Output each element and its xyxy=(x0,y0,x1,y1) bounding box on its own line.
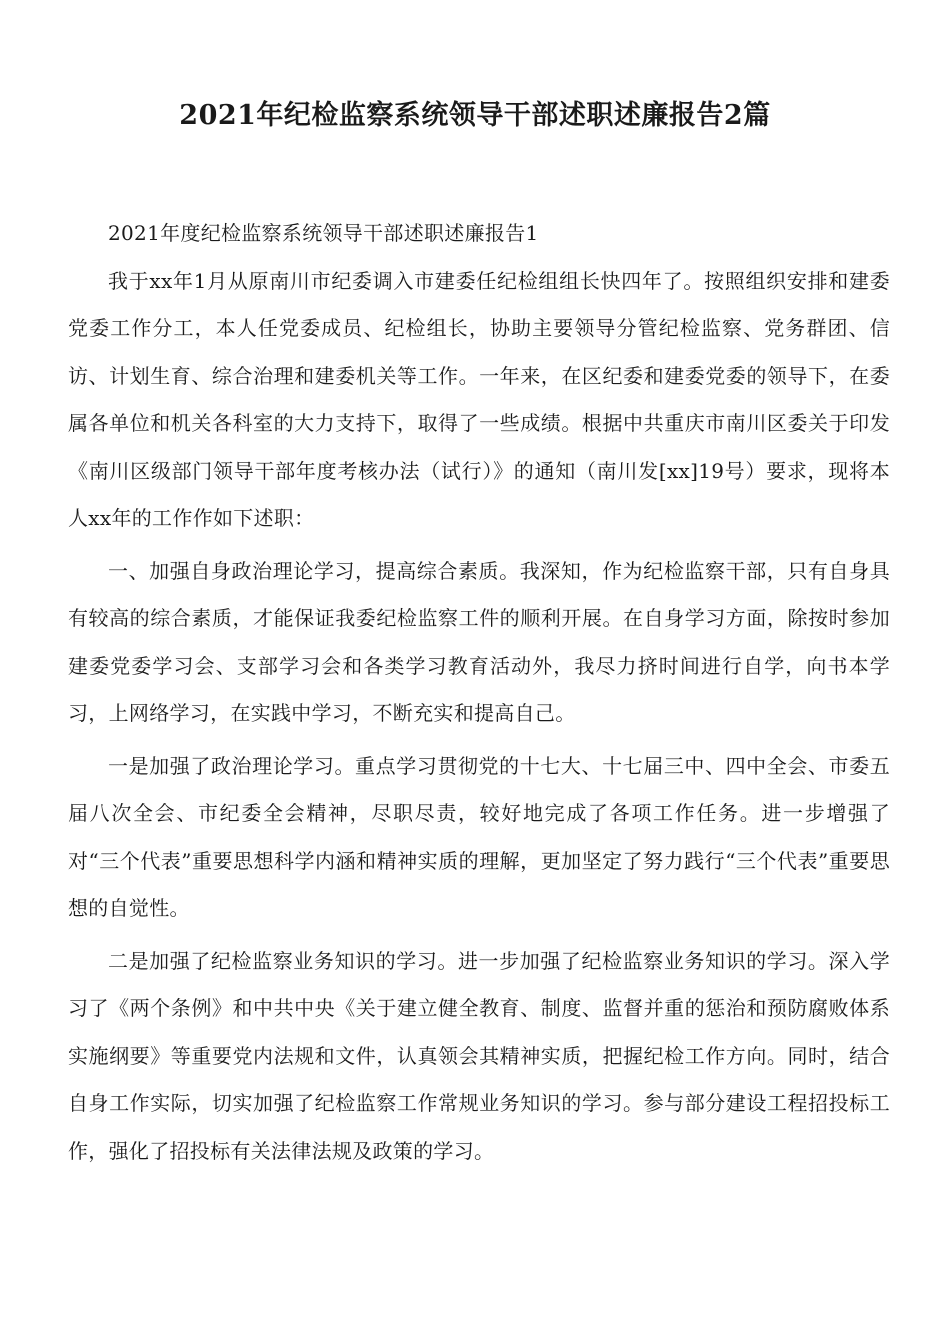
report-subtitle: 2021年度纪检监察系统领导干部述职述廉报告1 xyxy=(108,221,539,245)
document-title: 2021年纪检监察系统领导干部述职述廉报告2篇 xyxy=(179,100,771,131)
paragraph-point-two: 二是加强了纪检监察业务知识的学习。进一步加强了纪检监察业务知识的学习。深入学习了《两个条例》和中共中央《关于建立健全教育、制度、监督并重的惩治和预防腐败体系实施纲要》等重要党内法规和文件，认真领会其精神实质，把握纪检工作方向。同时，结合自身工作实际，切实加强了纪检监察工作常规业务知识的学习。参与部分建设工程招投标工作，强化了招投标有关法律法规及政策的学习。 xyxy=(68,948,890,1163)
document-body xyxy=(68,210,890,1175)
paragraph-intro: 我于xx年1月从原南川市纪委调入市建委任纪检组组长快四年了。按照组织安排和建委党委工作分工，本人任党委成员、纪检组长，协助主要领导分管纪检监察、党务群团、信访、计划生育、综合治理和建委机关等工作。一年来，在区纪委和建委党委的领导下，在委属各单位和机关各科室的大力支持下，取得了一些成绩。根据中共重庆市南川区委关于印发《南川区级部门领导干部年度考核办法（试行）》的通知（南川发[xx]19号）要求，现将本人xx年的工作作如下述职： xyxy=(68,268,890,530)
paragraph-point-one: 一是加强了政治理论学习。重点学习贯彻党的十七大、十七届三中、四中全会、市委五届八次全会、市纪委全会精神，尽职尽责，较好地完成了各项工作任务。进一步增强了对“三个代表”重要思想科学内涵和精神实质的理解，更加坚定了努力践行“三个代表”重要思想的自觉性。 xyxy=(68,753,890,920)
paragraph-section-one: 一、加强自身政治理论学习，提高综合素质。我深知，作为纪检监察干部，只有自身具有较高的综合素质，才能保证我委纪检监察工件的顺利开展。在自身学习方面，除按时参加建委党委学习会、支部学习会和各类学习教育活动外，我尽力挤时间进行自学，向书本学习，上网络学习，在实践中学习，不断充实和提高自己。 xyxy=(68,558,890,725)
